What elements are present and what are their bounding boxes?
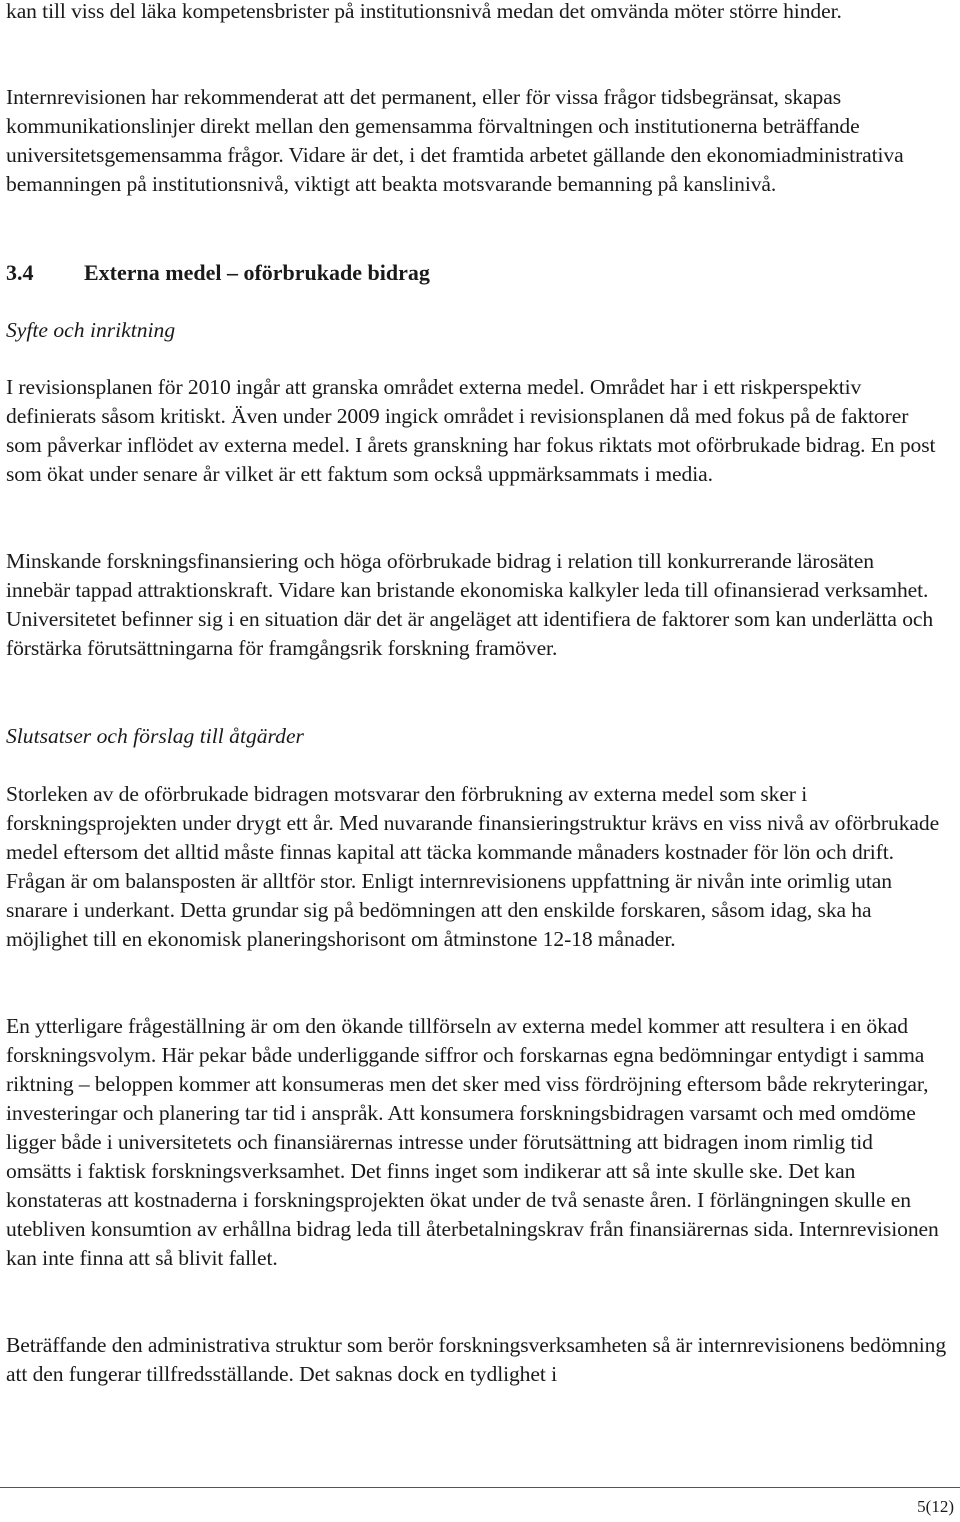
paragraph-scope: I revisionsplanen för 2010 ingår att granska området externa medel. Området har i ett riskperspektiv definierats såsom kritiskt. Även under 2009 ingick området i revisionsplanen då med fokus på de faktorer som påverkar inflödet av externa medel. I årets granskning har fokus riktats mot oförbrukade bidrag. En post som ökat under senare år vilket är ett faktum som också uppmärksammats i media. (6, 375, 936, 486)
paragraph-unused-grants: Storleken av de oförbrukade bidragen motsvarar den förbrukning av externa medel som sker i forskningsprojekten under drygt ett år. Med nuvarande finansieringstruktur krävs en viss nivå av oförbrukade medel eftersom det alltid måste finnas kapital att täcka kommande månaders kostnader för lön och drift. Frågan är om balansposten är alltför stor. Enligt internrevisionens uppfattning är nivån inte orimlig utan snarare i underkant. Detta grundar sig på bedömningen att den enskilde forskaren, såsom idag, ska ha möjlighet till en ekonomisk planeringshorisont om åtminstone 12-18 månader. (6, 782, 940, 951)
section-title: Externa medel – oförbrukade bidrag (84, 260, 430, 285)
footer-divider (0, 1487, 960, 1488)
section-number: 3.4 (6, 260, 34, 285)
paragraph-continuation: kan till viss del läka kompetensbrister på institutionsnivå medan det omvända möter större hinder. (6, 0, 842, 23)
paragraph-research-volume: En ytterligare frågeställning är om den ökande tillförseln av externa medel kommer att resultera i en ökad forskningsvolym. Här pekar både underliggande siffror och forskarnas egna bedömningar entydigt i samma riktning – beloppen kommer att konsumeras men det sker med viss fördröjning eftersom både rekryteringar, investeringar och planering tar tid i anspråk. Att konsumera forskningsbidragen varsamt och med omdöme ligger både i universitetets och finansiärernas intresse under förutsättning att bidragen inom rimlig tid omsätts i faktisk forskningsverksamhet. Det finns inget som indikerar att så inte skulle ske. Det kan konstateras att kostnaderna i forskningsprojekten ökat under de två senaste åren. I förlängningen skulle en utebliven konsumtion av erhållna bidrag leda till återbetalningskrav från finansiärernas sida. Internrevisionen kan inte finna att så blivit fallet. (6, 1014, 939, 1270)
section-heading (6, 258, 430, 287)
paragraph-funding: Minskande forskningsfinansiering och höga oförbrukade bidrag i relation till konkurrerande lärosäten innebär tappad attraktionskraft. Vidare kan bristande ekonomiska kalkyler leda till ofinansierad verksamhet. Universitetet befinner sig i en situation där det är angeläget att identifiera de faktorer som kan underlätta och förstärka förutsättningarna för framgångsrik forskning framöver. (6, 549, 934, 660)
paragraph-recommendation: Internrevisionen har rekommenderat att det permanent, eller för vissa frågor tidsbegränsat, skapas kommunikationslinjer direkt mellan den gemensamma förvaltningen och institutionerna beträffande universitetsgemensamma frågor. Vidare är det, i det framtida arbetet gällande den ekonomiadministrativa bemanningen på institutionsnivå, viktigt att beakta motsvarande bemanning på kanslinivå. (6, 85, 904, 196)
page-number: 5(12) (917, 1497, 954, 1516)
subheading-purpose: Syfte och inriktning (6, 318, 176, 342)
subheading-conclusions: Slutsatser och förslag till åtgärder (6, 724, 304, 748)
paragraph-admin-structure: Beträffande den administrativa struktur som berör forskningsverksamheten så är internrevisionens bedömning att den fungerar tillfredsställande. Det saknas dock en tydlighet i (6, 1333, 947, 1386)
